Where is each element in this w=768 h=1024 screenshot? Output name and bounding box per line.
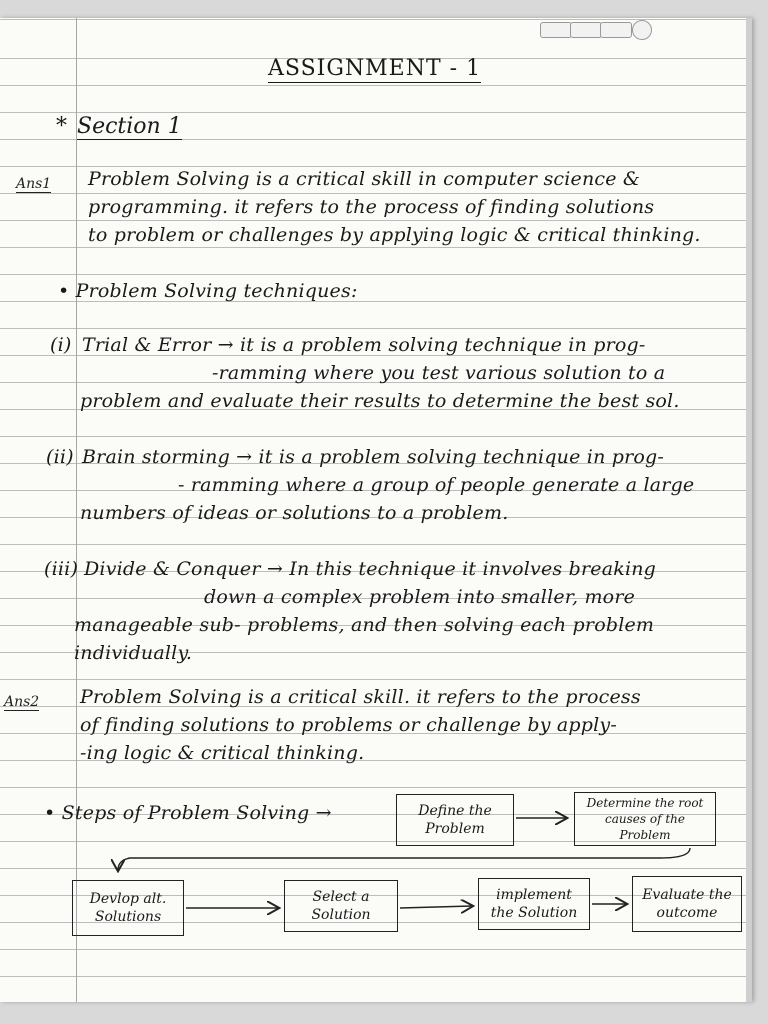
technique-line: Divide & Conquer → In this technique it involves breaking [84,558,657,580]
technique-number: (ii) [46,446,74,468]
technique-line: Trial & Error → it is a problem solving technique in prog- [82,334,646,356]
technique-number: (i) [50,334,72,356]
answer-2-line: of finding solutions to problems or challenge by apply- [80,714,617,736]
step-box-select-solution: Select a Solution [284,880,398,932]
step-box-implement-solution: implement the Solution [478,878,590,930]
page-edge [746,18,752,1002]
technique-line: Brain storming → it is a problem solving technique in prog- [82,446,665,468]
answer-2-label: Ans2 [4,694,40,710]
section-marker: * [56,114,67,139]
step-box-define-problem: Define the Problem [396,794,514,846]
step-box-develop-solutions: Devlop alt. Solutions [72,880,184,936]
arrow-root-to-develop [118,848,690,870]
section-heading [56,114,182,139]
technique-line: problem and evaluate their results to determine the best sol. [80,390,680,412]
step-box-root-causes: Determine the root causes of the Problem [574,792,716,846]
technique-line: numbers of ideas or solutions to a problem. [80,502,509,524]
answer-1-line: Problem Solving is a critical skill in computer science & [88,168,641,190]
page-title: ASSIGNMENT - 1 [268,56,482,81]
answer-1-line: to problem or challenges by applying logic & critical thinking. [88,224,701,246]
technique-line: individually. [74,642,193,664]
section-label: Section 1 [77,114,182,139]
answer-1-line: programming. it refers to the process of finding solutions [88,196,655,218]
step-box-evaluate-outcome: Evaluate the outcome [632,876,742,932]
technique-line: -ramming where you test various solution to a [212,362,666,384]
notebook-page [0,18,752,1002]
answer-1-label: Ans1 [16,176,52,192]
steps-heading: • Steps of Problem Solving → [44,802,332,824]
margin-line [76,18,77,1002]
arrow-select-to-implement [400,906,472,908]
technique-line: down a complex problem into smaller, more [204,586,636,608]
answer-2-line: -ing logic & critical thinking. [80,742,365,764]
technique-line: - ramming where a group of people generate a large [178,474,695,496]
techniques-heading: • Problem Solving techniques: [58,280,358,302]
answer-2-line: Problem Solving is a critical skill. it refers to the process [80,686,641,708]
technique-line: manageable sub- problems, and then solving each problem [74,614,655,636]
technique-number: (iii) [44,558,79,580]
notebook-header-mark [540,20,656,40]
